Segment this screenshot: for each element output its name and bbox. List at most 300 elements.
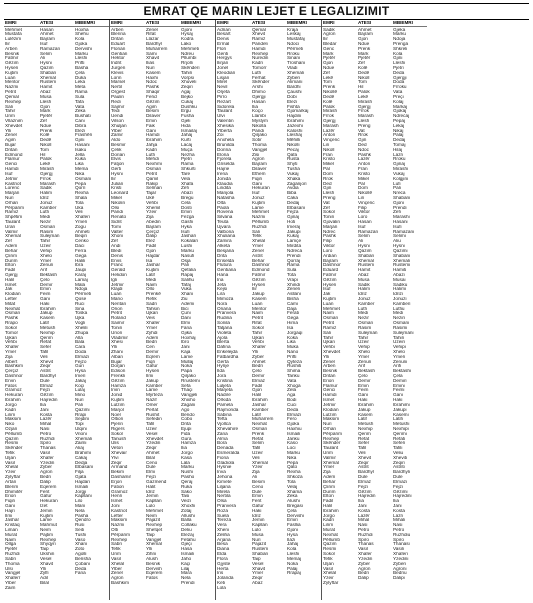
name-cell: Petrit <box>111 311 122 316</box>
name-cell: Lefter <box>5 297 17 301</box>
name-cell: Agroni <box>393 566 407 571</box>
name-cell: Ergu <box>181 109 191 114</box>
name-cell: Pashk <box>358 152 372 157</box>
name-cell: Paola <box>217 205 229 210</box>
name-cell: Ndoc <box>146 80 157 85</box>
name-cell: Hamdi <box>252 46 266 51</box>
name-cell: Hektor <box>111 56 125 61</box>
name-cell: Sejdini <box>75 417 90 422</box>
name-cell: Olti <box>111 528 119 532</box>
name-cell: Cela <box>181 200 191 205</box>
name-cell: Dervish <box>146 566 162 571</box>
name-cell: Ilmi <box>146 374 154 378</box>
name-cell: Zeqir <box>111 460 122 465</box>
name-cell: Tefik <box>252 234 262 239</box>
name-cell: Ermal <box>217 41 230 46</box>
name-cell: Bodi <box>287 398 297 403</box>
name-cell: Ilia <box>358 499 364 504</box>
name-cell: Sadik <box>40 186 52 191</box>
name-cell: Xhuljan <box>111 123 127 128</box>
name-cell: Behar <box>252 258 265 263</box>
name-cell: Prendi <box>287 253 301 258</box>
name-cell: Zeqiri <box>181 85 193 90</box>
name-cell: Rifat <box>146 32 156 37</box>
name-cell: Brunilda <box>217 143 235 147</box>
name-cell: Xhevit <box>252 32 266 37</box>
name-cell: Nuri <box>252 537 261 542</box>
name-cell: Bedri <box>40 475 51 480</box>
name-cell: Xhindi <box>287 282 301 287</box>
name-cell: Teuta <box>217 220 229 224</box>
name-cell: Mihal <box>358 518 370 523</box>
name-cell: Fejza <box>287 210 299 215</box>
name-cell: Prenk <box>358 46 371 51</box>
name-cell: Jakup <box>252 292 265 297</box>
name-cell: Vehbi <box>5 340 17 345</box>
name-cell: Vuka <box>181 287 192 292</box>
name-cell: Tefik <box>5 451 15 455</box>
name-cell: Besnik <box>323 369 338 374</box>
name-cell: Nela <box>181 576 191 581</box>
name-cell: Ismaili <box>181 552 195 557</box>
name-cell: Shala <box>75 195 87 200</box>
name-cell: Roland <box>111 316 126 321</box>
name-cell: Lika <box>75 162 84 167</box>
name-cell: Pajtim <box>40 532 54 537</box>
name-cell: Eqerem <box>40 484 57 489</box>
name-cell: Behar <box>5 248 18 253</box>
name-cell: Irena <box>217 171 228 176</box>
name-cell: Fejzi <box>146 475 156 480</box>
name-cell: Julian <box>111 181 124 186</box>
name-cell: Arben <box>5 46 18 51</box>
name-cell: Ahmet <box>40 32 54 37</box>
name-cell: Sinani <box>287 56 301 61</box>
name-cell: Jetmir <box>111 282 124 287</box>
name-cell: Dashnor <box>252 263 270 268</box>
name-cell: Pranvera <box>217 503 237 508</box>
name-cell: Rezart <box>217 99 231 104</box>
name-cell: Dritan <box>111 37 124 42</box>
name-cell: Vrapi <box>287 277 298 282</box>
name-cell: Urion <box>111 330 123 335</box>
name-cell: Qendro <box>75 518 91 523</box>
name-cell: Mirash <box>358 99 373 104</box>
name-cell: Rrapaj <box>287 571 301 576</box>
name-cell: Seiti <box>75 528 85 532</box>
name-cell: Jolanda <box>217 576 234 581</box>
name-cell: Petro <box>393 528 405 532</box>
name-cell: Jetmir <box>5 176 18 181</box>
name-cell: Rushiti <box>287 364 302 369</box>
name-cell: Tola <box>287 479 296 484</box>
name-cell: Avdia <box>287 186 299 191</box>
name-cell: Taip <box>40 547 49 552</box>
name-cell: Zenel <box>146 27 158 32</box>
names-table <box>4 20 529 600</box>
last-name-column <box>180 20 215 600</box>
name-cell: Memaj <box>287 556 302 561</box>
name-cell: Koka <box>287 335 298 340</box>
name-cell: Tahiri <box>181 70 193 75</box>
name-cell: Xhelal <box>323 571 337 576</box>
name-cell: Petrit <box>146 171 157 176</box>
name-cell: Gega <box>287 316 299 321</box>
name-cell: Lilaj <box>181 566 190 571</box>
name-cell: Kujtim <box>323 297 337 301</box>
name-cell: Florian <box>111 46 126 51</box>
name-cell: Jorgo <box>323 513 335 518</box>
name-cell: Kokalari <box>181 239 198 244</box>
name-cell: Isa <box>146 258 153 263</box>
name-cell: Bledi <box>111 248 122 253</box>
name-cell: Nikolla <box>252 123 267 128</box>
name-cell: Hajdini <box>287 114 302 119</box>
name-cell: Sula <box>75 94 85 99</box>
name-cell: Dosti <box>181 205 192 210</box>
name-cell: Shaban <box>358 253 375 258</box>
name-cell: Besa <box>217 542 228 547</box>
name-cell: Rroku <box>393 157 406 162</box>
name-cell: Pjetër <box>40 114 53 119</box>
name-cell: Irvin <box>111 388 120 393</box>
name-cell: Thanas <box>358 542 374 547</box>
name-cell: Gafur <box>146 364 158 369</box>
name-cell: Xhesika <box>217 123 234 128</box>
name-cell: Gëzimi <box>393 489 408 494</box>
name-cell: Koçi <box>75 383 85 388</box>
name-cell: Kujtim <box>111 398 125 403</box>
name-cell: Denis <box>111 253 123 258</box>
name-cell: Kamber <box>146 383 163 388</box>
name-cell: Kadri <box>146 147 157 152</box>
name-cell: Klodian <box>5 292 21 297</box>
name-cell: Lorenc <box>5 186 20 191</box>
name-cell: Mihali <box>393 518 406 523</box>
name-cell: Klevis <box>111 70 124 75</box>
name-cell: Mehmet <box>146 508 163 513</box>
name-cell: Kristaq <box>5 523 20 528</box>
name-cell: Yzedin <box>146 441 161 446</box>
name-cell: Kasemi <box>393 412 409 417</box>
name-cell: Yzedini <box>393 556 409 561</box>
name-cell: Uran <box>5 224 16 229</box>
name-cell: Jakupi <box>393 407 407 412</box>
name-cell: Klajdi <box>111 287 123 292</box>
name-cell: Nazmi <box>5 85 19 90</box>
name-cell: Tefta <box>217 417 228 422</box>
name-cell: Gjokaj <box>393 109 407 114</box>
name-cell: Jaho <box>181 556 192 561</box>
name-cell: Naim <box>146 282 157 287</box>
name-cell: Ceno <box>252 484 264 489</box>
name-cell: Mema <box>75 167 89 172</box>
name-cell: Çelo <box>40 277 50 282</box>
name-cell: Lutfi <box>40 210 49 215</box>
name-cell: Nexhip <box>358 426 373 431</box>
column-header: EMRI <box>322 20 357 27</box>
name-cell: Hajredin <box>40 398 58 403</box>
name-cell: Sadiku <box>393 282 408 287</box>
name-cell: Dani <box>181 316 191 321</box>
name-cell: Mëhilli <box>287 138 301 143</box>
name-cell: Vangjel <box>5 571 21 576</box>
column-header: EMRI <box>110 20 145 27</box>
name-cell: Kadri <box>5 407 16 412</box>
name-cell: Cuci <box>287 402 297 407</box>
name-cell: Agron <box>111 576 124 581</box>
name-cell: Zeqiri <box>393 460 405 465</box>
name-cell: Roza <box>217 508 228 513</box>
name-cell: Zija <box>252 470 260 475</box>
name-cell: Zeneli <box>287 287 300 292</box>
name-cell: Nushi <box>181 470 193 475</box>
name-cell: Dushku <box>181 104 197 109</box>
name-cell: Hekuran <box>40 499 58 504</box>
name-cell: Albert <box>5 359 18 364</box>
name-cell: Ervin <box>5 378 16 383</box>
name-cell: Mentor <box>252 306 267 311</box>
name-cell: Gjini <box>393 56 403 61</box>
name-cell: Lame <box>146 388 158 393</box>
name-cell: Vesel <box>40 556 52 561</box>
name-cell: Tom <box>40 147 49 152</box>
name-cell: Lindita <box>217 186 231 191</box>
name-cell: Taip <box>146 532 155 537</box>
name-cell: Kurti <box>181 138 191 143</box>
name-cell: Omer <box>146 402 158 407</box>
name-cell: Marjeta <box>217 388 233 393</box>
name-cell: Flutura <box>217 263 232 268</box>
name-cell: Frrok <box>40 176 51 181</box>
name-cell: Hilaj <box>393 147 403 152</box>
name-cell: Refat <box>358 436 370 441</box>
name-cell: Dhimitër <box>5 489 23 494</box>
name-cell: Pjetri <box>393 66 404 70</box>
name-cell: Fasllia <box>287 523 301 528</box>
name-cell: Kola <box>287 547 297 552</box>
title-bar <box>4 3 529 20</box>
name-cell: Latif <box>358 417 367 422</box>
name-cell: Ilir <box>252 287 257 292</box>
name-cell: Rasimi <box>393 325 408 330</box>
name-cell: Mehmeti <box>181 46 199 51</box>
name-cell: Hasan <box>252 99 266 104</box>
name-cell: Ndue <box>358 41 370 46</box>
name-cell: Topi <box>75 422 84 427</box>
name-cell: Ukë <box>146 195 155 200</box>
name-cell: Zeka <box>75 109 86 114</box>
name-cell: Hamdi <box>5 167 19 172</box>
name-cell: Resmi <box>5 441 19 446</box>
name-cell: Eduart <box>111 41 125 46</box>
name-cell: Shaqir <box>146 90 160 95</box>
name-cell: Sabri <box>5 556 16 561</box>
name-cell: Joni <box>111 503 120 508</box>
name-cell: Nuri <box>75 398 84 403</box>
name-cell: Pëllumb <box>323 537 340 542</box>
name-cell: Hysen <box>252 282 266 287</box>
name-cell: Sajmir <box>111 104 125 109</box>
name-cell: Ramiz <box>323 325 337 330</box>
name-cell: Tedi <box>111 109 120 114</box>
name-cell: Shkurti <box>181 167 196 172</box>
name-cell: Filja <box>75 470 84 475</box>
name-cell: Arif <box>358 364 366 369</box>
name-cell: Ymer <box>252 244 264 249</box>
name-cell: Bardhyl <box>146 41 162 46</box>
name-cell: Ahmet <box>146 451 160 455</box>
name-cell: Dafina <box>217 345 231 350</box>
name-cell: Llazar <box>146 37 159 42</box>
name-cell: Nuri <box>5 195 14 200</box>
name-cell: Bekim <box>111 470 125 475</box>
name-cell: Arjana <box>217 537 231 542</box>
name-cell: Vera <box>217 523 227 528</box>
name-cell: Ilias <box>146 61 155 66</box>
name-cell: Xhama <box>287 489 302 494</box>
name-cell: Sula <box>287 268 297 273</box>
name-cell: Sadri <box>146 301 157 306</box>
name-cell: Gura <box>181 436 192 441</box>
name-cell: Elmaz <box>252 378 266 383</box>
name-cell: Rexhep <box>111 537 128 542</box>
name-cell: Adem <box>323 475 336 480</box>
name-cell: Jazexhi <box>287 123 303 128</box>
name-cell: Pjerin <box>111 422 123 427</box>
name-cell: Tasi <box>181 494 190 499</box>
name-cell: Mikel <box>111 195 122 200</box>
name-cell: Shkreli <box>393 46 408 51</box>
name-cell: Rapaj <box>181 272 194 277</box>
name-cell: Dule <box>146 465 156 470</box>
name-cell: Tare <box>181 171 191 176</box>
name-cell: Hamit <box>40 85 53 90</box>
name-cell: Kleodian <box>217 70 236 75</box>
name-cell: Sonila <box>217 321 231 326</box>
father-name-column <box>39 20 74 600</box>
name-cell: Dedë <box>40 138 52 143</box>
name-cell: Frrok <box>323 114 334 119</box>
name-cell: Kola <box>75 37 85 42</box>
name-cell: Gjomarkaj <box>287 109 309 114</box>
name-cell: Bajram <box>358 32 373 37</box>
name-cell: Dule <box>358 475 368 480</box>
name-cell: Sokol <box>252 325 264 330</box>
name-cell: Saimir <box>111 321 125 326</box>
name-cell: Mitat <box>5 301 16 306</box>
name-cell: Arif <box>40 268 48 273</box>
name-cell: Indrit <box>111 61 122 66</box>
name-cell: Halil <box>252 393 262 398</box>
name-cell: Pëllumb <box>5 431 22 436</box>
name-cell: Marash <box>358 114 374 119</box>
name-cell: Petrit <box>323 321 334 326</box>
name-cell: Eqrem <box>146 354 160 359</box>
name-cell: Flamur <box>5 157 20 162</box>
name-cell: Olta <box>217 200 226 205</box>
name-cell: Toska <box>75 311 88 316</box>
name-cell: Çerçiz <box>5 369 19 374</box>
name-cell: Nikaj <box>393 128 404 133</box>
name-cell: Andi <box>111 244 121 249</box>
name-cell: Ulqini <box>75 426 87 431</box>
name-cell: Lala <box>181 460 190 465</box>
name-cell: Jetmir <box>323 402 336 407</box>
name-cell: Zyber <box>252 354 264 359</box>
name-cell: Veis <box>146 316 155 321</box>
name-cell: Orkida <box>217 398 231 403</box>
name-cell: Veli <box>358 451 366 455</box>
name-cell: Ahmeti <box>75 229 90 234</box>
name-cell: Orhan <box>5 200 19 205</box>
name-cell: Rasim <box>40 229 54 234</box>
name-cell: Taulant <box>5 220 21 224</box>
father-name-column <box>251 20 286 600</box>
name-cell: Thanasi <box>393 542 410 547</box>
name-cell: Medi <box>358 311 369 316</box>
name-cell: Mustafa <box>5 32 22 37</box>
name-cell: Bujar <box>5 143 16 147</box>
name-cell: Ismailaj <box>181 128 197 133</box>
name-cell: Xhelal <box>5 465 19 470</box>
name-cell: Marku <box>75 51 89 56</box>
name-cell: Rexhep <box>146 523 163 528</box>
name-cell: Qazim <box>5 436 19 441</box>
name-cell: Selman <box>146 186 162 191</box>
name-cell: Hima <box>287 321 298 326</box>
name-cell: Hoxhaj <box>181 335 196 340</box>
name-cell: Sokol <box>323 210 335 215</box>
name-cell: Çela <box>393 374 403 378</box>
name-cell: Zefi <box>393 210 401 215</box>
name-cell: Nikolin <box>111 200 126 205</box>
name-cell: Flori <box>217 46 227 51</box>
name-cell: Beqiri <box>75 234 87 239</box>
name-cell: Liljana <box>217 484 231 489</box>
name-cell: Esmeralda <box>217 451 240 455</box>
name-cell: Haki <box>358 398 368 403</box>
name-cell: Jani <box>393 503 402 508</box>
name-cell: Përparim <box>5 205 25 210</box>
name-cell: Bledar <box>323 41 337 46</box>
name-cell: Ymer <box>323 465 335 470</box>
name-cell: Vehbi <box>323 345 335 350</box>
name-cell: Ylli <box>111 345 118 350</box>
name-cell: Pamela <box>217 402 233 407</box>
name-cell: Lutfi <box>358 306 367 311</box>
name-cell: Noel <box>111 412 121 417</box>
name-cell: Hajdari <box>75 479 90 484</box>
name-cell: Zenel <box>111 571 123 576</box>
name-cell: Idriz <box>252 513 261 518</box>
name-cell: Palok <box>358 90 370 95</box>
name-cell: Marsel <box>111 80 126 85</box>
name-cell: Durim <box>5 258 18 263</box>
name-cell: Jonuzi <box>393 297 407 301</box>
name-cell: Nano <box>287 349 299 354</box>
name-cell: Shabani <box>393 195 411 200</box>
name-cell: Rustemi <box>393 263 411 268</box>
name-cell: Ujka <box>75 316 85 321</box>
name-cell: Bedriu <box>393 571 407 576</box>
name-cell: Taulant <box>323 446 339 451</box>
name-cell: Xhafer <box>40 455 54 460</box>
name-cell: Nertila <box>217 494 231 499</box>
name-cell: Uzeir <box>146 426 157 431</box>
column-header: MBIEMRI <box>74 20 109 27</box>
name-cell: Tusha <box>287 167 300 172</box>
